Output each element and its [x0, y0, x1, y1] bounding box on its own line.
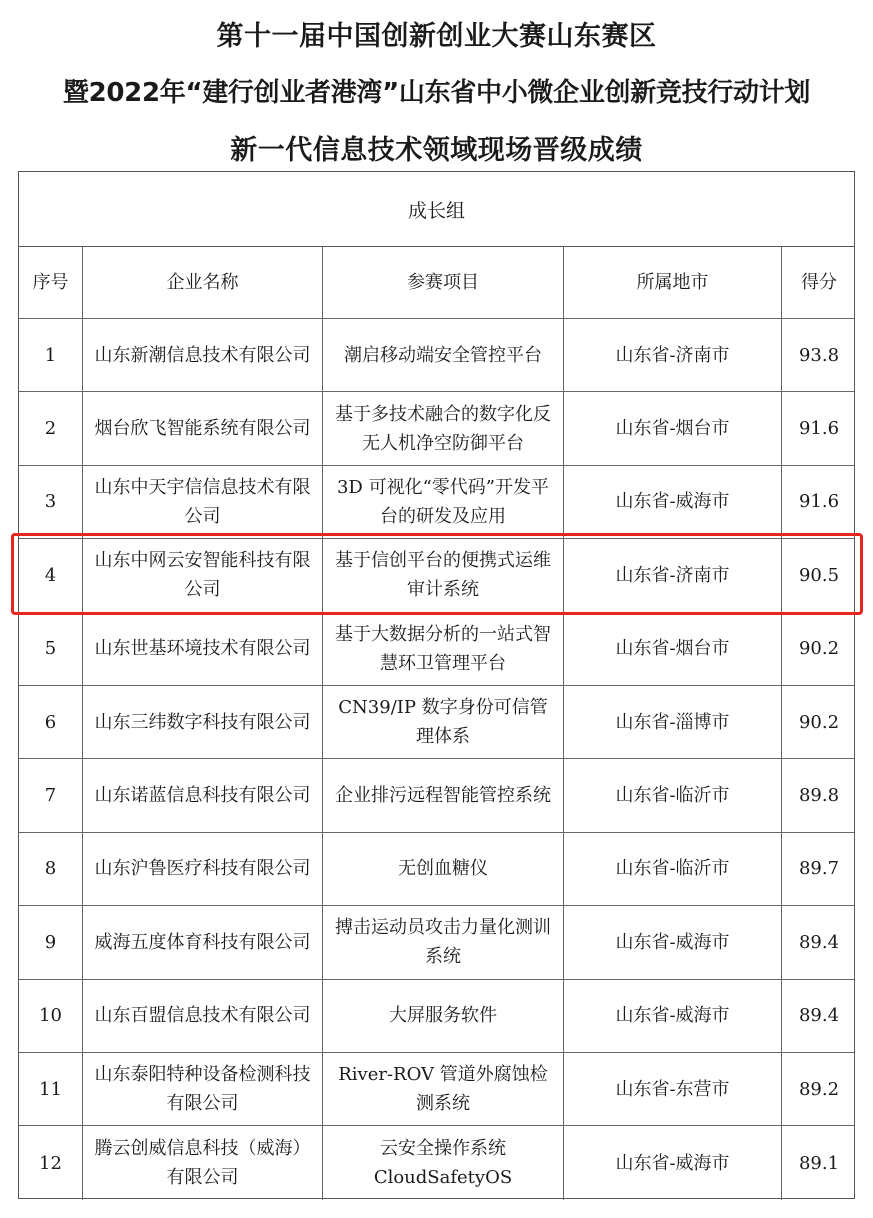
cell-project: 搏击运动员攻击力量化测训系统: [323, 906, 564, 978]
cell-city: 山东省-东营市: [564, 1053, 782, 1125]
cell-project: 潮启移动端安全管控平台: [323, 319, 564, 391]
cell-index: 10: [19, 980, 83, 1052]
cell-score: 89.8: [798, 785, 840, 807]
cell-project: 企业排污远程智能管控系统: [323, 759, 564, 831]
cell-company: 山东中网云安智能科技有限公司: [83, 539, 323, 611]
cell-city: 山东省-淄博市: [564, 686, 782, 758]
cell-company: 山东世基环境技术有限公司: [83, 613, 323, 685]
cell-company: 威海五度体育科技有限公司: [83, 906, 323, 978]
cell-company: 山东诺蓝信息科技有限公司: [83, 759, 323, 831]
cell-index: 7: [19, 759, 83, 831]
cell-city: 山东省-烟台市: [564, 392, 782, 464]
cell-index: 12: [19, 1126, 83, 1199]
header-city: 所属地市: [564, 246, 782, 318]
cell-score: 89.1: [798, 1152, 840, 1174]
cell-score: 89.7: [798, 858, 840, 880]
cell-company: 山东三纬数字科技有限公司: [83, 686, 323, 758]
cell-project: 大屏服务软件: [323, 980, 564, 1052]
cell-company: 烟台欣飞智能系统有限公司: [83, 392, 323, 464]
cell-city: 山东省-烟台市: [564, 613, 782, 685]
page-title-line-1: 第十一届中国创新创业大赛山东赛区: [216, 21, 657, 52]
table-row: [19, 392, 854, 465]
cell-project: 基于信创平台的便携式运维审计系统: [323, 539, 564, 611]
page-title-line-2: 暨2022年“建行创业者港湾”山东省中小微企业创新竞技行动计划: [62, 78, 811, 108]
cell-city: 山东省-临沂市: [564, 833, 782, 905]
cell-project: 基于大数据分析的一站式智慧环卫管理平台: [323, 613, 564, 685]
cell-score: 90.5: [798, 564, 840, 586]
cell-score: 89.4: [798, 1005, 840, 1027]
cell-score: 89.2: [798, 1078, 840, 1100]
cell-index: 5: [19, 613, 83, 685]
results-table: [18, 171, 855, 1199]
cell-company: 山东泰阳特种设备检测科技有限公司: [83, 1053, 323, 1125]
cell-index: 8: [19, 833, 83, 905]
cell-index: 9: [19, 906, 83, 978]
table-row: [19, 1126, 854, 1199]
table-row: [19, 980, 854, 1053]
cell-company: 山东沪鲁医疗科技有限公司: [83, 833, 323, 905]
table-row: [19, 759, 854, 832]
cell-index: 1: [19, 319, 83, 391]
table-row: [19, 613, 854, 686]
table-row: [19, 1053, 854, 1126]
cell-score: 89.4: [798, 931, 840, 953]
cell-score: 93.8: [798, 344, 840, 366]
table-row: [19, 686, 854, 759]
table-row: [19, 833, 854, 906]
cell-city: 山东省-临沂市: [564, 759, 782, 831]
cell-index: 11: [19, 1053, 83, 1125]
cell-index: 6: [19, 686, 83, 758]
cell-city: 山东省-威海市: [564, 466, 782, 538]
cell-project: CN39/IP 数字身份可信管理体系: [323, 686, 564, 758]
cell-project: 3D 可视化“零代码”开发平台的研发及应用: [323, 466, 564, 538]
cell-company: 腾云创威信息科技（威海）有限公司: [83, 1126, 323, 1199]
cell-index: 3: [19, 466, 83, 538]
header-index: 序号: [19, 246, 83, 318]
cell-company: 山东新潮信息技术有限公司: [83, 319, 323, 391]
header-project: 参赛项目: [323, 246, 564, 318]
cell-city: 山东省-济南市: [564, 319, 782, 391]
cell-project: 无创血糖仪: [323, 833, 564, 905]
group-title: 成长组: [19, 172, 854, 247]
cell-score: 90.2: [798, 638, 840, 660]
table-row: [19, 319, 854, 392]
table-header-row: [19, 246, 854, 319]
cell-score: 91.6: [798, 418, 840, 440]
cell-city: 山东省-威海市: [564, 1126, 782, 1199]
cell-city: 山东省-威海市: [564, 906, 782, 978]
cell-score: 90.2: [798, 711, 840, 733]
table-row: [19, 466, 854, 539]
cell-city: 山东省-济南市: [564, 539, 782, 611]
cell-project: River-ROV 管道外腐蚀检测系统: [323, 1053, 564, 1125]
cell-project: 基于多技术融合的数字化反无人机净空防御平台: [323, 392, 564, 464]
cell-score: 91.6: [798, 491, 840, 513]
page-title-line-3: 新一代信息技术领域现场晋级成绩: [230, 135, 643, 166]
cell-company: 山东中天宇信信息技术有限公司: [83, 466, 323, 538]
header-score: 得分: [801, 271, 837, 293]
cell-city: 山东省-威海市: [564, 980, 782, 1052]
cell-project: 云安全操作系统 CloudSafetyOS: [323, 1126, 564, 1199]
table-row: [19, 906, 854, 979]
cell-company: 山东百盟信息技术有限公司: [83, 980, 323, 1052]
table-row: [19, 539, 854, 612]
cell-index: 4: [19, 539, 83, 611]
cell-index: 2: [19, 392, 83, 464]
header-company: 企业名称: [83, 246, 323, 318]
